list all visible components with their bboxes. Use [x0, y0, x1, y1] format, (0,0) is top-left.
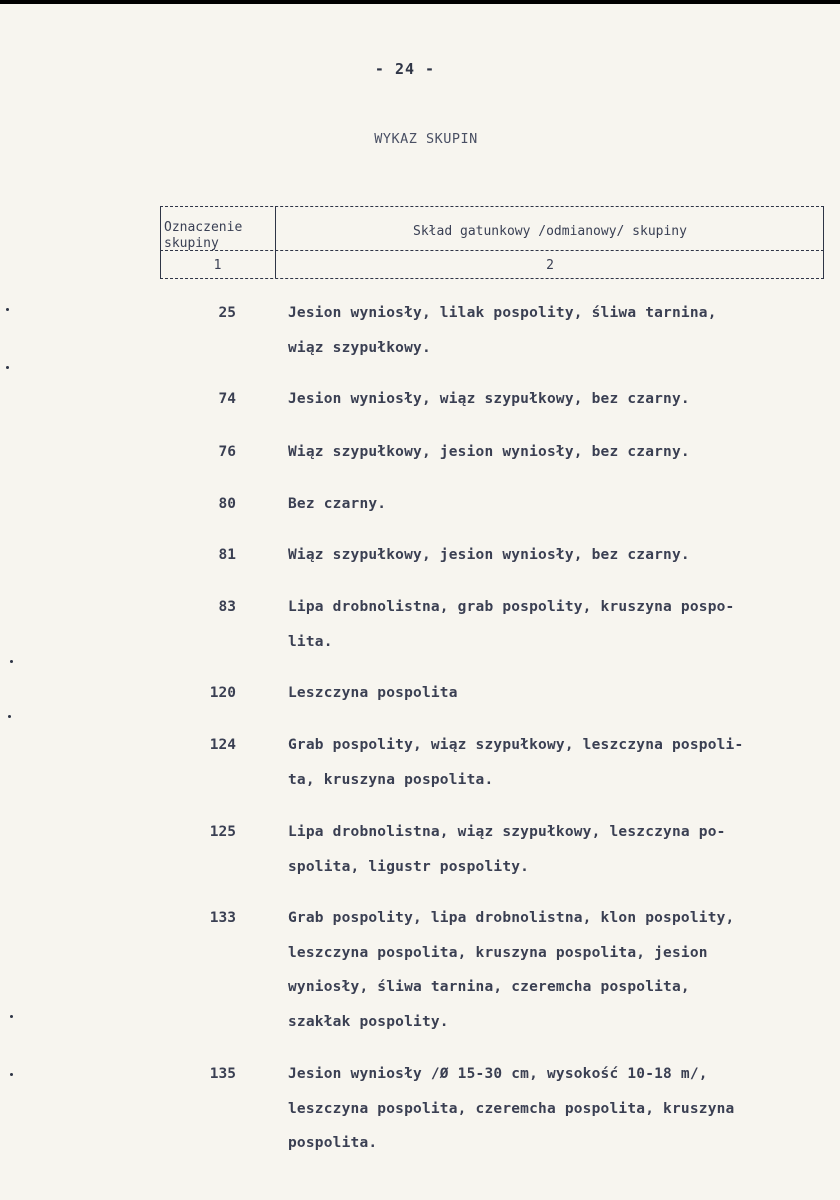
species-composition: Leszczyna pospolita	[288, 685, 458, 701]
page-top-edge	[0, 0, 840, 4]
species-composition: Lipa drobnolistna, wiąz szypułkowy, leszczyna po- spolita, ligustr pospolity.	[288, 824, 726, 875]
group-code: 125	[209, 824, 236, 840]
table-bottom-rule	[160, 278, 824, 279]
column-number-1: 1	[213, 258, 222, 273]
column-number-2: 2	[546, 258, 554, 273]
margin-dot	[10, 1073, 13, 1076]
species-composition: Grab pospolity, wiąz szypułkowy, leszczyna pospoli- ta, kruszyna pospolita.	[288, 737, 744, 788]
column-header-composition: Skład gatunkowy /odmianowy/ skupiny	[413, 224, 687, 239]
page-number: - 24 -	[374, 60, 436, 78]
group-code: 133	[209, 910, 236, 926]
group-code: 120	[209, 685, 236, 701]
document-title: WYKAZ SKUPIN	[374, 131, 478, 147]
table-header	[160, 206, 824, 280]
table-top-rule	[160, 206, 824, 207]
species-composition: Wiąz szypułkowy, jesion wyniosły, bez czarny.	[288, 547, 690, 563]
group-code: 25	[218, 305, 236, 321]
group-code: 81	[218, 547, 236, 563]
margin-dot	[6, 308, 9, 311]
group-code: 83	[218, 599, 236, 615]
species-composition: Jesion wyniosły /Ø 15-30 cm, wysokość 10-18 m/, leszczyna pospolita, czeremcha pospolita, kruszyna pospolita.	[288, 1066, 735, 1151]
species-composition: Bez czarny.	[288, 496, 387, 512]
group-code: 135	[209, 1066, 236, 1082]
species-composition: Jesion wyniosły, lilak pospolity, śliwa tarnina, wiąz szypułkowy.	[288, 305, 717, 356]
margin-dot	[6, 366, 9, 369]
margin-dot	[8, 715, 11, 718]
species-composition: Grab pospolity, lipa drobnolistna, klon pospolity, leszczyna pospolita, kruszyna pospolita, jesion wyniosły, śliwa tarnina, czeremcha pospolita, szakłak pospolity.	[288, 910, 735, 1030]
species-composition: Lipa drobnolistna, grab pospolity, kruszyna pospo- lita.	[288, 599, 735, 650]
species-composition: Wiąz szypułkowy, jesion wyniosły, bez czarny.	[288, 444, 690, 460]
margin-dot	[10, 1015, 13, 1018]
group-code: 80	[218, 496, 236, 512]
margin-dot	[10, 660, 13, 663]
group-code: 76	[218, 444, 236, 460]
group-code: 124	[209, 737, 236, 753]
column-header-group-id: Oznaczenie skupiny	[164, 220, 243, 251]
group-code: 74	[218, 391, 236, 407]
species-composition: Jesion wyniosły, wiąz szypułkowy, bez czarny.	[288, 391, 690, 407]
